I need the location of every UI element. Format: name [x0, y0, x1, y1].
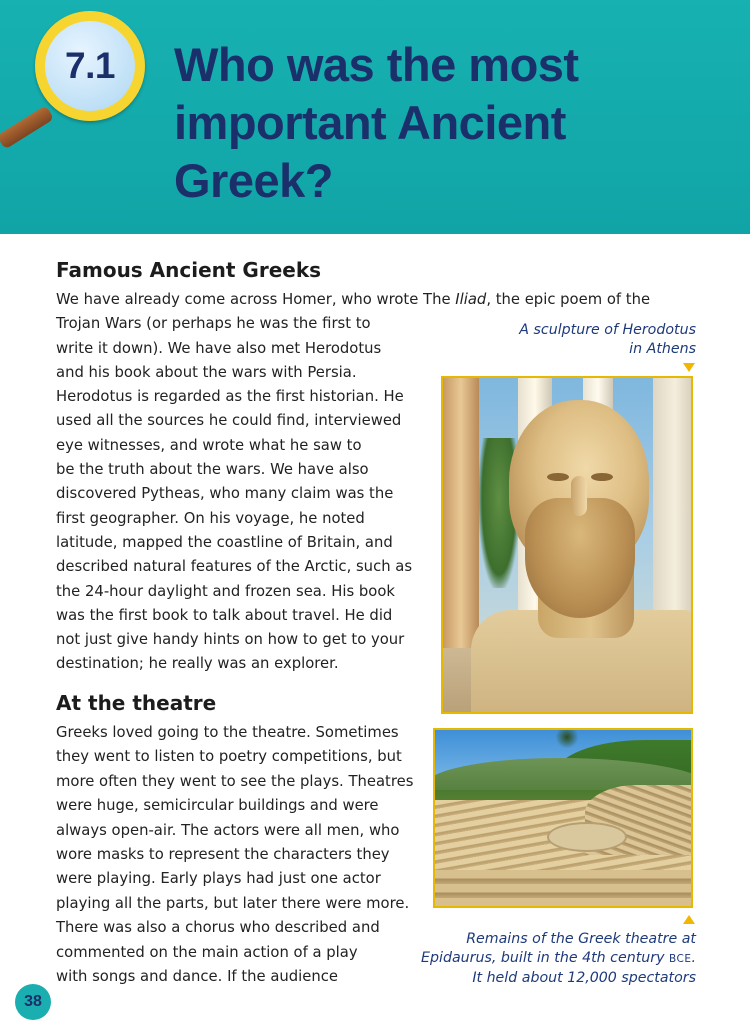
- text-line: We have already come across Homer, who wrote The Iliad, the epic poem of the: [56, 291, 651, 308]
- caption-line: A sculpture of Herodotus: [519, 322, 696, 338]
- paragraph-theatre: [56, 721, 413, 989]
- text-line: more often they went to see the plays. Theatres: [56, 772, 414, 790]
- text-line: Greeks loved going to the theatre. Sometimes: [56, 724, 399, 741]
- text-line: be the truth about the wars. We have also: [56, 461, 369, 479]
- text-line: first geographer. On his voyage, he noted: [56, 509, 365, 527]
- text-line: latitude, mapped the coastline of Britain, and: [56, 533, 393, 551]
- page-title: [174, 36, 734, 210]
- text-line: always open-air. The actors were all men, who: [56, 821, 400, 839]
- text-line: with songs and dance. If the audience: [56, 967, 339, 985]
- page-number: 38: [15, 984, 51, 1020]
- section-heading-theatre: At the theatre: [56, 691, 217, 715]
- text-line: were huge, semicircular buildings and were: [56, 797, 379, 815]
- text-line: not just give handy hints on how to get to your: [56, 631, 405, 649]
- title-line: Greek?: [174, 154, 333, 207]
- chapter-header: [0, 0, 750, 234]
- caption-line: Remains of the Greek theatre at: [466, 931, 696, 947]
- caption-herodotus: [519, 321, 696, 359]
- text-line: Herodotus is regarded as the first historian. He: [56, 388, 404, 406]
- magnifier-handle-icon: [0, 105, 54, 149]
- text-line: wore masks to represent the characters they: [56, 845, 390, 863]
- pointer-up-icon: [683, 915, 695, 924]
- text-line: they went to listen to poetry competitions, but: [56, 748, 402, 766]
- text-line: the 24-hour daylight and frozen sea. His book: [56, 582, 395, 600]
- text-line: write it down). We have also met Herodotus: [56, 339, 382, 357]
- text-line: playing all the parts, but later there were more.: [56, 894, 410, 912]
- epidaurus-theatre-photo: [433, 728, 693, 908]
- caption-line: It held about 12,000 spectators: [472, 970, 696, 986]
- text-line: used all the sources he could find, interviewed: [56, 412, 402, 430]
- section-heading-famous-greeks: Famous Ancient Greeks: [56, 258, 322, 282]
- caption-theatre: [421, 930, 696, 988]
- text-line: There was also a chorus who described and: [56, 919, 380, 937]
- text-line: eye witnesses, and wrote what he saw to: [56, 436, 362, 454]
- text-line: discovered Pytheas, who many claim was the: [56, 485, 394, 503]
- title-line: Who was the most: [174, 38, 579, 91]
- caption-line: in Athens: [629, 341, 696, 357]
- herodotus-bust-photo: [441, 376, 693, 714]
- pointer-down-icon: [683, 363, 695, 372]
- text-line: were playing. Early plays had just one actor: [56, 870, 381, 888]
- text-line: was the first book to talk about travel. He did: [56, 606, 393, 624]
- caption-line: Epidaurus, built in the 4th century BCE.: [421, 950, 696, 966]
- text-line: Trojan Wars (or perhaps he was the first to: [56, 315, 371, 333]
- text-line: and his book about the wars with Persia.: [56, 363, 357, 381]
- theatre-orchestra: [547, 822, 627, 852]
- bust-beard: [525, 498, 635, 618]
- section-number: 7.1: [65, 45, 115, 86]
- text-line: commented on the main action of a play: [56, 943, 358, 961]
- text-line: described natural features of the Arctic, such as: [56, 558, 413, 576]
- text-line: destination; he really was an explorer.: [56, 655, 339, 673]
- title-line: important Ancient: [174, 96, 566, 149]
- magnifier-lens: [45, 21, 135, 111]
